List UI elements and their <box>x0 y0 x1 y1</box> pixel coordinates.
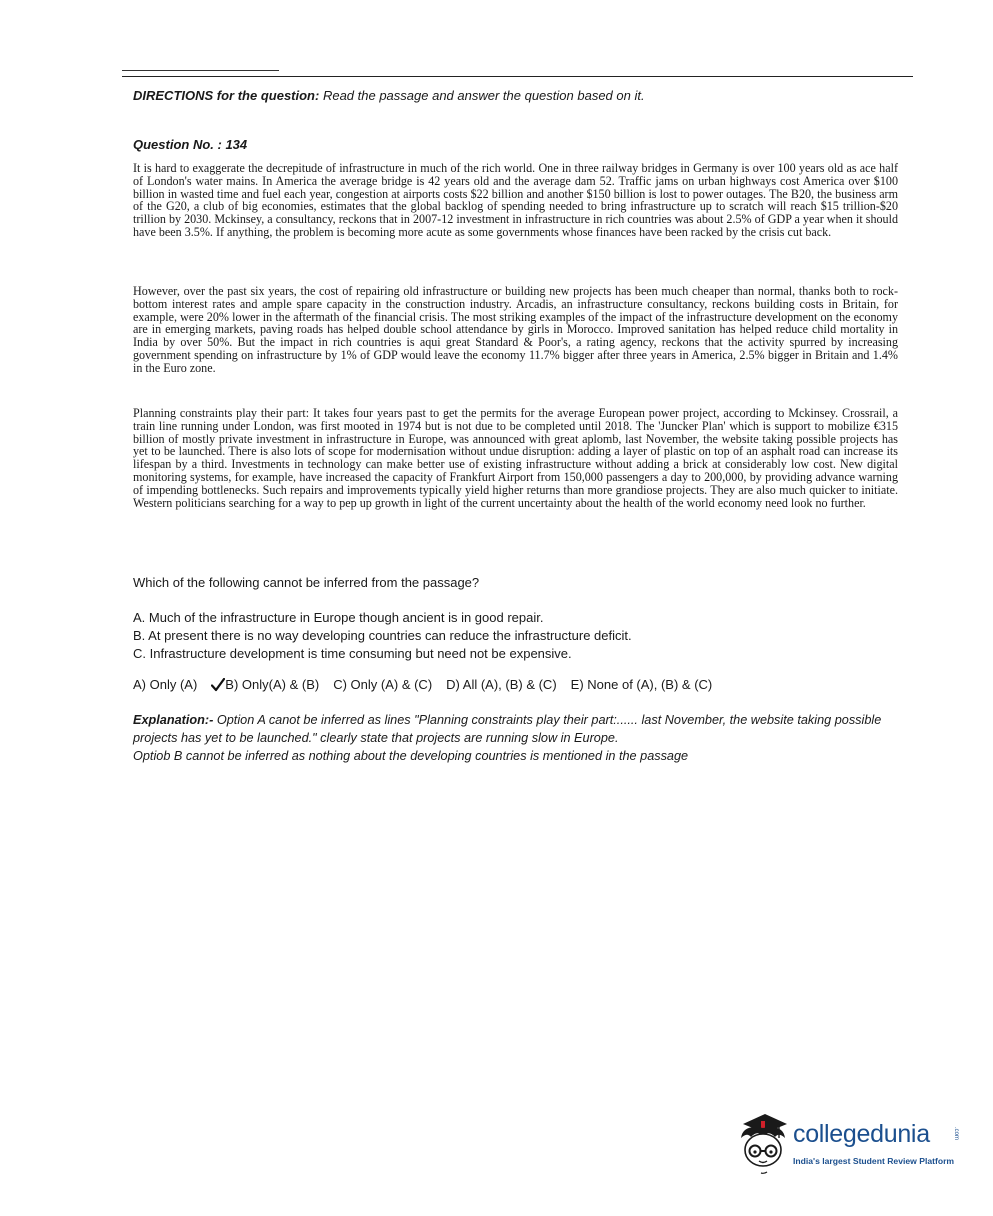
option-d[interactable]: D) All (A), (B) & (C) <box>446 677 557 692</box>
explanation-line-1 <box>133 711 893 747</box>
logo-wordmark: collegedunia <box>793 1120 930 1148</box>
explanation-line-2: Optiob B cannot be inferred as nothing about the developing countries is mentioned in the passage <box>133 749 689 763</box>
passage-paragraph-1: It is hard to exaggerate the decrepitude of infrastructure in much of the rich world. One in three railway bridges in Germany is over 100 years old as ace half of London's water mains. In America the average bridge is 42 years old and the average dam 52. Traffic jams on urban highways cost America over $100 billion in wasted time and fuel each year, congestion at airports costs $22 billion and another $150 billion is lost to power outages. The B20, the business arm of the G20, a club of big economies, estimates that the global backlog of spending needed to bring infrastructure up to scratch will reach $15 trillion-$20 trillion by 2030. Mckinsey, a consultancy, reckons that in 2007-12 investment in infrastructure in rich countries was about 2.5% of GDP a year when it should have been 3.5%. If anything, the problem is becoming more acute as some governments whose finances have been racked by the crisis cut back. <box>133 161 898 239</box>
header-rule-short <box>122 70 279 71</box>
statement-b: B. At present there is no way developing countries can reduce the infrastructure deficit. <box>133 628 632 643</box>
directions <box>133 88 913 103</box>
collegedunia-logo[interactable] <box>735 1110 965 1178</box>
graduate-mascot-icon <box>735 1110 791 1176</box>
statement-a: A. Much of the infrastructure in Europe though ancient is in good repair. <box>133 610 544 625</box>
statement-c: C. Infrastructure development is time consuming but need not be expensive. <box>133 646 572 661</box>
logo-dotcom: .com <box>953 1127 959 1141</box>
answer-options <box>133 677 726 692</box>
explanation-label: Explanation:- <box>133 713 214 727</box>
option-b-label: B) Only(A) & (B) <box>225 677 320 692</box>
header-rule <box>122 76 913 77</box>
logo-tagline: India's largest Student Review Platform <box>793 1156 955 1166</box>
explanation-text-1: Option A canot be inferred as lines "Planning constraints play their part:...... last November, the website taking possible projects has yet to be launched." clearly state that projects are running slow in Europe. <box>133 713 882 745</box>
question-number: Question No. : 134 <box>133 137 248 152</box>
option-e[interactable]: E) None of (A), (B) & (C) <box>570 677 713 692</box>
directions-text: Read the passage and answer the question based on it. <box>319 88 645 103</box>
passage-paragraph-2: However, over the past six years, the cost of repairing old infrastructure or building new projects has been much cheaper than normal, thanks both to rock-bottom interest rates and ample spare capacity in the construction industry. Arcadis, an infrastructure consultancy, reckons building costs in Britain, for example, were 20% lower in the aftermath of the financial crisis. The most striking examples of the impact of the infrastructure development on the economy are in emerging markets, paving roads has helped double school attendance by girls in Morocco. Improved sanitation has helped reduce child mortality in India by over 50%. But the impact in rich countries is aqui great Standard & Poor's, a rating agency, reckons that the activity spurred by increasing government spending on infrastructure by 1% of GDP would leave the economy 11.7% bigger after three years in America, 2.5% bigger in Britain and 1.4% in the Euro zone. <box>133 284 898 375</box>
option-b-selected[interactable] <box>211 677 319 692</box>
explanation <box>133 711 893 765</box>
question-stem: Which of the following cannot be inferred from the passage? <box>133 575 480 590</box>
option-a[interactable]: A) Only (A) <box>133 677 198 692</box>
directions-label: DIRECTIONS for the question: <box>133 88 320 103</box>
passage-paragraph-3: Planning constraints play their part: It takes four years past to get the permits for the average European power project, according to Mckinsey. Crossrail, a train line running under London, was first mooted in 1974 but is not due to be completed until 2018. The 'Juncker Plan' which is support to mobilize €315 billion of mostly private investment in infrastructure in Europe, was announced with great aplomb, last November, the website taking possible projects has yet to be launched. There is also lots of scope for modernisation without undue disruption: adding a layer of plastic on top of an asphalt road can increase its lifespan by a third. Investments in technology can make better use of existing infrastructure without adding a brick at considerably low cost. New digital monitoring systems, for example, have increased the capacity of Frankfurt Airport from 150,000 passengers a day to 200,000, by providing advance warning of impending bottlenecks. Such repairs and improvements typically yield higher returns than more grandiose projects. They are also much quicker to initiate. Western politicians searching for a way to pep up growth in light of the current uncertainty about the health of the world economy need look no further. <box>133 406 898 510</box>
checkmark-icon <box>211 678 225 692</box>
option-c[interactable]: C) Only (A) & (C) <box>333 677 433 692</box>
